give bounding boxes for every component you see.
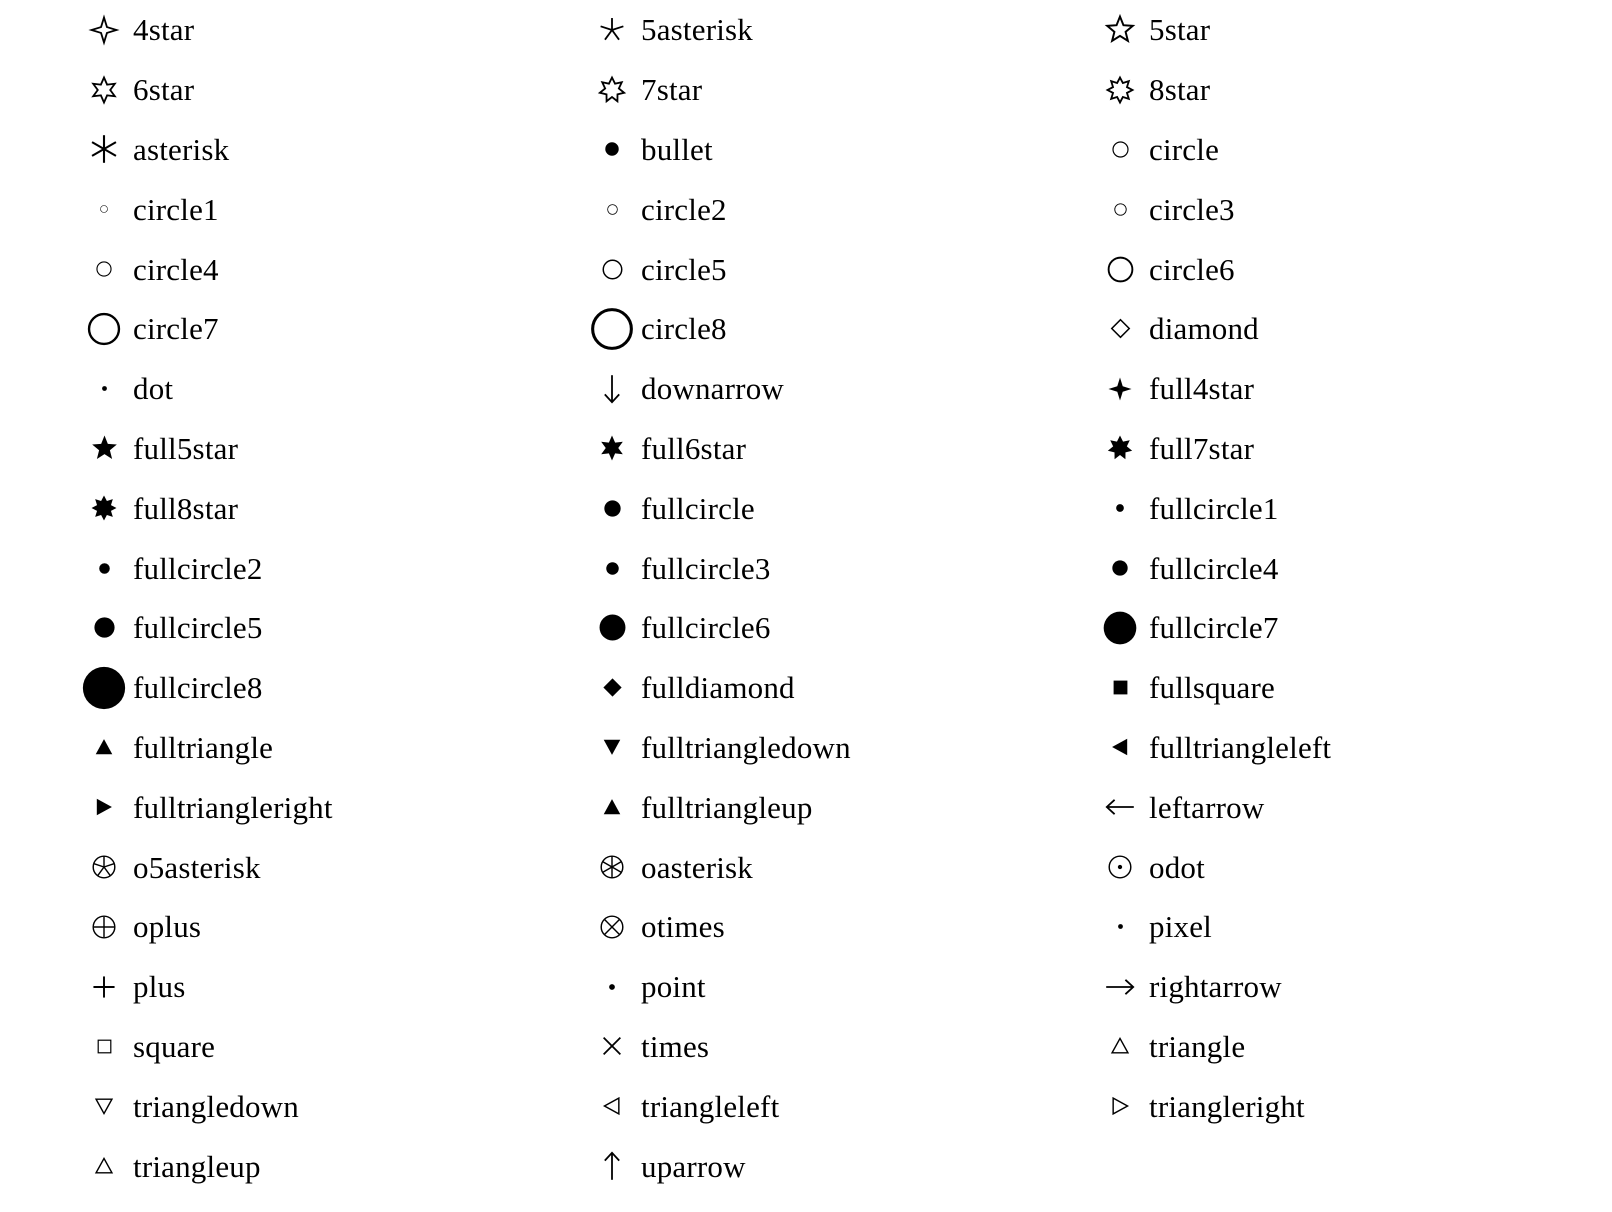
fullcircle3-icon	[586, 538, 638, 598]
symbol-entry	[1094, 1017, 1602, 1077]
full4star-icon	[1094, 359, 1146, 419]
symbol-label: 7star	[641, 72, 703, 108]
symbol-label: pixel	[1149, 909, 1212, 945]
symbol-entry	[78, 957, 586, 1017]
symbol-label: circle7	[133, 311, 219, 347]
symbol-entry	[586, 120, 1094, 180]
symbol-label: circle8	[641, 311, 727, 347]
symbol-label: uparrow	[641, 1148, 746, 1184]
symbol-label: 5asterisk	[641, 12, 753, 48]
symbol-label: fullsquare	[1149, 670, 1275, 706]
symbol-label: fullcircle2	[133, 550, 263, 586]
symbol-label: circle1	[133, 191, 219, 227]
symbol-entry	[1094, 957, 1602, 1017]
symbol-label: downarrow	[641, 371, 784, 407]
symbol-entry	[1094, 359, 1602, 419]
symbol-label: circle2	[641, 191, 727, 227]
o5asterisk-icon	[78, 837, 130, 897]
triangle-icon	[1094, 1017, 1146, 1077]
fullcircle7-icon	[1094, 598, 1146, 658]
symbol-label: full6star	[641, 430, 747, 466]
pixel-icon	[1094, 897, 1146, 957]
symbol-entry	[78, 658, 586, 718]
symbol-entry	[78, 239, 586, 299]
triangledown-icon	[78, 1076, 130, 1136]
symbol-entry	[586, 598, 1094, 658]
fulldiamond-icon	[586, 658, 638, 718]
symbol-entry	[586, 837, 1094, 897]
fullcircle5-icon	[78, 598, 130, 658]
odot-icon	[1094, 837, 1146, 897]
times-icon	[586, 1017, 638, 1077]
symbol-entry	[586, 718, 1094, 778]
symbol-label: square	[133, 1028, 216, 1064]
symbol-entry	[78, 777, 586, 837]
fullsquare-icon	[1094, 658, 1146, 718]
symbol-entry	[586, 179, 1094, 239]
symbol-label: fullcircle6	[641, 610, 771, 646]
fullcircle4-icon	[1094, 538, 1146, 598]
symbol-entry	[586, 359, 1094, 419]
symbol-entry	[1094, 419, 1602, 479]
symbol-entry	[1094, 0, 1602, 60]
fullcircle-icon	[586, 478, 638, 538]
symbol-label: fulltriangle	[133, 729, 274, 765]
symbol-entry	[78, 1017, 586, 1077]
symbol-entry	[1094, 478, 1602, 538]
rightarrow-icon	[1094, 957, 1146, 1017]
circle8-icon	[586, 299, 638, 359]
circle2-icon	[586, 179, 638, 239]
symbol-label: fullcircle7	[1149, 610, 1279, 646]
symbol-label: full5star	[133, 430, 239, 466]
symbol-label: fullcircle4	[1149, 550, 1279, 586]
symbol-label: diamond	[1149, 311, 1259, 347]
symbol-label: fullcircle3	[641, 550, 771, 586]
5asterisk-icon	[586, 0, 638, 60]
symbol-label: point	[641, 969, 706, 1005]
symbol-entry	[1094, 538, 1602, 598]
symbol-label: plus	[133, 969, 186, 1005]
leftarrow-icon	[1094, 777, 1146, 837]
symbol-entry	[78, 299, 586, 359]
symbol-entry	[78, 598, 586, 658]
symbol-entry	[586, 1136, 1094, 1196]
7star-icon	[586, 60, 638, 120]
symbol-entry	[586, 0, 1094, 60]
symbol-entry	[586, 1076, 1094, 1136]
symbol-entry	[1094, 658, 1602, 718]
symbol-label: fulltriangleleft	[1149, 729, 1332, 765]
circle-icon	[1094, 120, 1146, 180]
symbol-label: triangleup	[133, 1148, 261, 1184]
symbol-label: fullcircle8	[133, 670, 263, 706]
symbol-entry	[586, 897, 1094, 957]
symbol-entry	[1094, 299, 1602, 359]
symbol-label: 6star	[133, 72, 195, 108]
symbol-entry	[78, 538, 586, 598]
fullcircle6-icon	[586, 598, 638, 658]
symbol-entry	[1094, 777, 1602, 837]
fulltriangleright-icon	[78, 777, 130, 837]
symbol-entry	[586, 957, 1094, 1017]
symbol-entry	[586, 777, 1094, 837]
symbol-entry	[1094, 179, 1602, 239]
symbol-entry	[1094, 598, 1602, 658]
symbol-label: triangledown	[133, 1088, 299, 1124]
triangleleft-icon	[586, 1076, 638, 1136]
symbol-entry	[1094, 239, 1602, 299]
symbol-label: full7star	[1149, 430, 1255, 466]
fulltriangledown-icon	[586, 718, 638, 778]
symbol-label: fulldiamond	[641, 670, 795, 706]
5star-icon	[1094, 0, 1146, 60]
triangleright-icon	[1094, 1076, 1146, 1136]
symbol-entry	[78, 478, 586, 538]
downarrow-icon	[586, 359, 638, 419]
symbol-label: fullcircle1	[1149, 490, 1279, 526]
diamond-icon	[1094, 299, 1146, 359]
fullcircle1-icon	[1094, 478, 1146, 538]
symbol-entry	[1094, 718, 1602, 778]
symbol-label: asterisk	[133, 131, 230, 167]
symbol-entry	[1094, 837, 1602, 897]
symbol-label: circle4	[133, 251, 219, 287]
symbol-entry	[586, 538, 1094, 598]
uparrow-icon	[586, 1136, 638, 1196]
symbol-entry	[78, 179, 586, 239]
symbol-entry	[586, 478, 1094, 538]
symbol-entry	[78, 120, 586, 180]
square-icon	[78, 1017, 130, 1077]
symbol-label: fullcircle5	[133, 610, 263, 646]
circle5-icon	[586, 239, 638, 299]
fullcircle8-icon	[78, 658, 130, 718]
circle7-icon	[78, 299, 130, 359]
circle6-icon	[1094, 239, 1146, 299]
symbol-label: triangleright	[1149, 1088, 1305, 1124]
full8star-icon	[78, 478, 130, 538]
oasterisk-icon	[586, 837, 638, 897]
circle1-icon	[78, 179, 130, 239]
symbol-entry	[586, 239, 1094, 299]
symbol-label: odot	[1149, 849, 1205, 885]
symbol-label: 8star	[1149, 72, 1211, 108]
symbol-label: leftarrow	[1149, 789, 1265, 825]
symbol-label: o5asterisk	[133, 849, 261, 885]
symbol-entry	[1094, 897, 1602, 957]
symbol-label: fulltriangleright	[133, 789, 333, 825]
symbol-label: oplus	[133, 909, 202, 945]
symbol-entry	[78, 1076, 586, 1136]
symbol-entry	[586, 1017, 1094, 1077]
symbol-label: fulltriangledown	[641, 729, 851, 765]
fulltriangle-icon	[78, 718, 130, 778]
symbol-entry	[78, 897, 586, 957]
otimes-icon	[586, 897, 638, 957]
full5star-icon	[78, 419, 130, 479]
symbol-label: dot	[133, 371, 174, 407]
symbol-label: circle3	[1149, 191, 1235, 227]
full7star-icon	[1094, 419, 1146, 479]
symbol-label: circle6	[1149, 251, 1235, 287]
symbol-entry	[78, 837, 586, 897]
symbol-label: rightarrow	[1149, 969, 1282, 1005]
fulltriangleup-icon	[586, 777, 638, 837]
symbol-entry	[78, 1136, 586, 1196]
symbol-entry	[586, 419, 1094, 479]
symbol-label: oasterisk	[641, 849, 753, 885]
symbol-entry	[78, 718, 586, 778]
symbol-entry	[78, 359, 586, 419]
symbol-entry	[586, 299, 1094, 359]
8star-icon	[1094, 60, 1146, 120]
6star-icon	[78, 60, 130, 120]
symbol-entry	[1094, 1076, 1602, 1136]
fulltriangleleft-icon	[1094, 718, 1146, 778]
symbol-entry	[1094, 120, 1602, 180]
oplus-icon	[78, 897, 130, 957]
symbol-entry	[78, 0, 586, 60]
symbol-label: 5star	[1149, 12, 1211, 48]
asterisk-icon	[78, 120, 130, 180]
symbol-label: circle	[1149, 131, 1220, 167]
dot-icon	[78, 359, 130, 419]
symbol-label: 4star	[133, 12, 195, 48]
circle3-icon	[1094, 179, 1146, 239]
plus-icon	[78, 957, 130, 1017]
fullcircle2-icon	[78, 538, 130, 598]
full6star-icon	[586, 419, 638, 479]
4star-icon	[78, 0, 130, 60]
symbol-label: full8star	[133, 490, 239, 526]
symbol-label: triangle	[1149, 1028, 1246, 1064]
point-icon	[586, 957, 638, 1017]
symbol-entry	[586, 60, 1094, 120]
symbol-label: times	[641, 1028, 710, 1064]
symbol-label: full4star	[1149, 371, 1255, 407]
symbol-label: bullet	[641, 131, 713, 167]
bullet-icon	[586, 120, 638, 180]
symbol-label: fullcircle	[641, 490, 755, 526]
symbol-label: fulltriangleup	[641, 789, 813, 825]
symbol-entry	[78, 419, 586, 479]
symbol-label: circle5	[641, 251, 727, 287]
symbol-entry	[1094, 60, 1602, 120]
symbol-entry	[586, 658, 1094, 718]
triangleup-icon	[78, 1136, 130, 1196]
circle4-icon	[78, 239, 130, 299]
symbol-label: triangleleft	[641, 1088, 780, 1124]
symbol-entry	[78, 60, 586, 120]
symbol-label: otimes	[641, 909, 725, 945]
